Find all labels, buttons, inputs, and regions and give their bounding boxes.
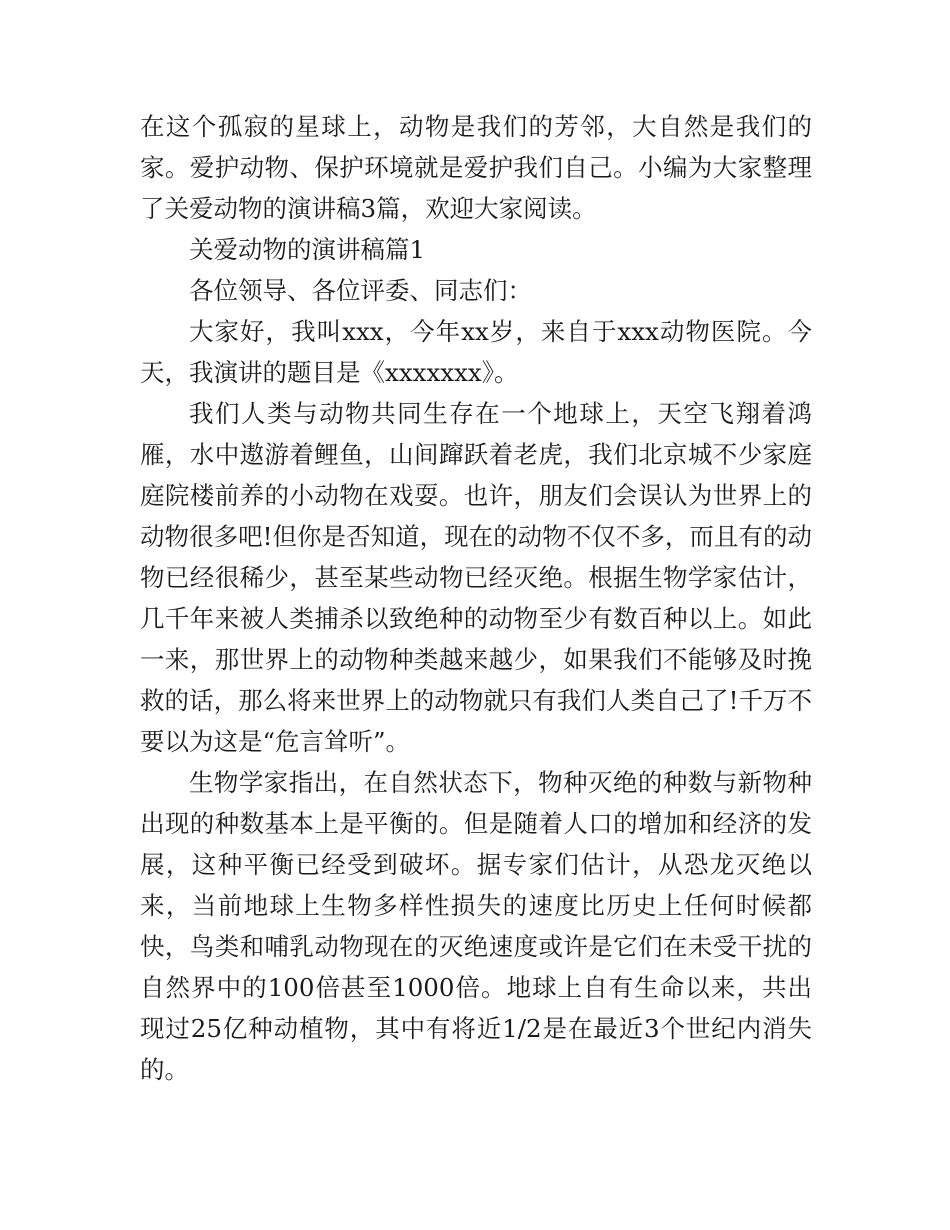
salutation-paragraph: 各位领导、各位评委、同志们：: [189, 276, 532, 305]
intro-paragraph: 在这个孤寂的星球上，动物是我们的芳邻，大自然是我们的家。爱护动物、保护环境就是爱护我们自己。小编为大家整理了关爱动物的演讲稿3篇，欢迎大家阅读。: [140, 112, 812, 223]
body-paragraph: 生物学家指出，在自然状态下，物种灭绝的种数与新物种出现的种数基本上是平衡的。但是随着人口的增加和经济的发展，这种平衡已经受到破坏。据专家们估计，从恐龙灭绝以来，当前地球上生物多样性损失的速度比历史上任何时候都快，鸟类和哺乳动物现在的灭绝速度或许是它们在未受干扰的自然界中的100倍甚至1000倍。地球上自有生命以来，共出现过25亿种动植物，其中有将近1/2是在最近3个世纪内消失的。: [140, 768, 812, 1084]
document-body: [140, 106, 812, 1090]
body-paragraph: 我们人类与动物共同生存在一个地球上，天空飞翔着鸿雁，水中遨游着鲤鱼，山间蹿跃着老虎，我们北京城不少家庭庭院楼前养的小动物在戏耍。也许，朋友们会误认为世界上的动物很多吧!但你是否知道，现在的动物不仅不多，而且有的动物已经很稀少，甚至某些动物已经灭绝。根据生物学家估计，几千年来被人类捕杀以致绝种的动物至少有数百种以上。如此一来，那世界上的动物种类越来越少，如果我们不能够及时挽救的话，那么将来世界上的动物就只有我们人类自己了!千万不要以为这是“危言耸听”。: [140, 399, 812, 756]
greeting-paragraph: 大家好，我叫xxx，今年xx岁，来自于xxx动物医院。今天，我演讲的题目是《xxxxxxx》。: [140, 317, 812, 387]
section-heading: 关爱动物的演讲稿篇1: [189, 235, 426, 264]
